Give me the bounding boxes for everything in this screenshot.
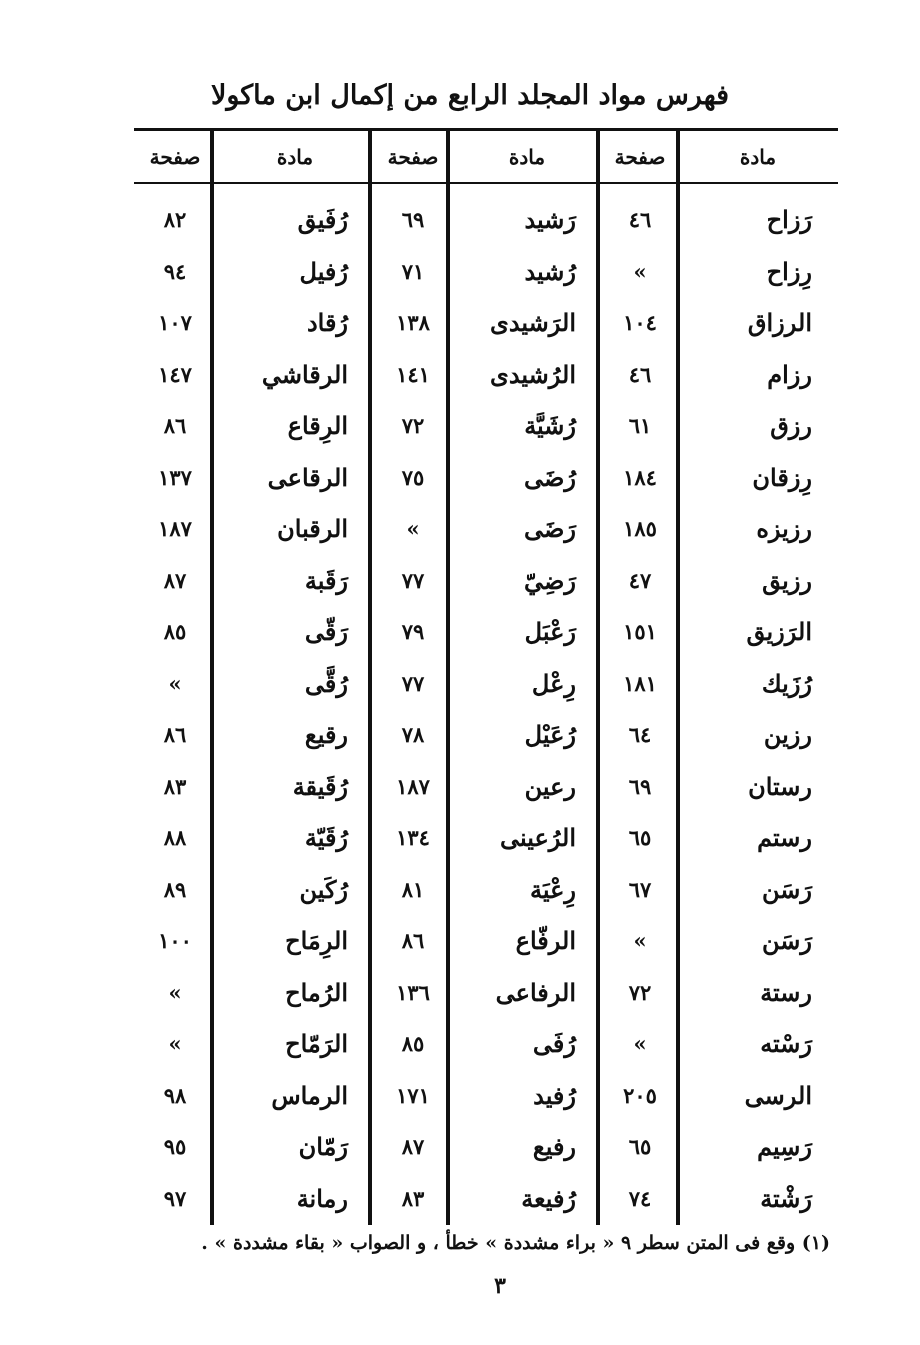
- page-col3: »: [168, 1031, 182, 1057]
- material-col2: الرُشيدى: [490, 359, 576, 389]
- page-col2: ١٨٧: [396, 773, 430, 799]
- material-col2: رُشَيَّة: [524, 411, 576, 441]
- material-col2: الرفّاع: [515, 926, 576, 956]
- header-material-col1: مادة: [739, 144, 777, 169]
- material-col2: رُفَى: [532, 1029, 576, 1059]
- material-col1: الرزاق: [747, 308, 812, 338]
- page-col1: ٤٦: [628, 361, 652, 387]
- table-row: [134, 967, 838, 1019]
- page-col3: ١٣٧: [158, 464, 192, 490]
- material-col2: رُفيعة: [521, 1183, 576, 1213]
- material-col1: الرَزيق: [746, 617, 812, 647]
- page-col1: ٦٥: [628, 1134, 652, 1160]
- material-col3: الرماس: [271, 1080, 348, 1110]
- table-body: [134, 194, 838, 1224]
- material-col3: رُقَيّة: [304, 823, 348, 853]
- page-col2: »: [406, 516, 420, 542]
- page-col3: ٨٦: [163, 413, 187, 439]
- page-col3: ٩٤: [163, 258, 187, 284]
- table-row: [134, 915, 838, 967]
- material-col2: رُضَى: [524, 462, 576, 492]
- material-col2: رِعْل: [531, 668, 576, 698]
- material-col1: رزام: [767, 359, 812, 389]
- material-col1: رَسْته: [760, 1029, 812, 1059]
- page-col1: ١٨١: [623, 670, 657, 696]
- table-row: [134, 1173, 838, 1225]
- page-col3: ١٠٧: [158, 310, 192, 336]
- material-col2: رَضِيّ: [524, 565, 576, 595]
- page-col3: ٨٥: [163, 619, 187, 645]
- material-col2: الرُعينى: [499, 823, 576, 853]
- table-row: [134, 1070, 838, 1122]
- page-col1: ١٠٤: [623, 310, 657, 336]
- material-col3: رمانة: [296, 1183, 348, 1213]
- footnote: (١) وقع فى المتن سطر ٩ « براء مشددة » خطأ ، و الصواب « بقاء مشددة » .: [201, 1232, 830, 1254]
- material-col3: الرقاشي: [261, 359, 348, 389]
- table-row: [134, 400, 838, 452]
- material-col1: رِزقان: [752, 462, 812, 492]
- page-col1: ٦٥: [628, 825, 652, 851]
- header-page-col3: صفحة: [149, 144, 201, 169]
- page-col3: ٩٨: [163, 1082, 187, 1108]
- material-col3: رَمّان: [298, 1132, 348, 1162]
- page-col1: ٧٤: [628, 1185, 652, 1211]
- page-col1: ٦١: [628, 413, 652, 439]
- page-col1: ٤٧: [628, 567, 652, 593]
- table-row: [134, 864, 838, 916]
- page-col2: ٨١: [401, 876, 425, 902]
- page-col2: ٧٩: [401, 619, 425, 645]
- table-row: [134, 761, 838, 813]
- page-col2: ٧٧: [401, 567, 425, 593]
- material-col3: رَقَبة: [304, 565, 348, 595]
- page-col1: ٢٠٥: [623, 1082, 657, 1108]
- material-col1: رستم: [757, 823, 812, 853]
- table-row: [134, 812, 838, 864]
- material-col1: رزين: [763, 720, 812, 750]
- header-page-col1: صفحة: [614, 144, 666, 169]
- table-row: [134, 349, 838, 401]
- material-col1: رَسَن: [762, 926, 812, 956]
- material-col3: الرقبان: [277, 514, 348, 544]
- material-col3: رُفيل: [299, 256, 348, 286]
- page-col3: ١٨٧: [158, 516, 192, 542]
- material-col1: رِزاح: [766, 256, 812, 286]
- page-col1: ٤٦: [628, 207, 652, 233]
- table-row: [134, 246, 838, 298]
- material-col1: رُزَيك: [761, 668, 812, 698]
- material-col1: رَسِيم: [757, 1132, 812, 1162]
- material-col2: رِعْيَة: [529, 874, 576, 904]
- material-col3: رَقّى: [304, 617, 348, 647]
- material-col3: الرَمّاح: [285, 1029, 348, 1059]
- index-table: [134, 128, 838, 1225]
- page-col2: ٧١: [401, 258, 425, 284]
- page-col2: ٨٣: [401, 1185, 425, 1211]
- table-row: [134, 555, 838, 607]
- page-col1: ٦٤: [628, 722, 652, 748]
- page-col3: ٨٨: [163, 825, 187, 851]
- page-col3: »: [168, 979, 182, 1005]
- header-material-col3: مادة: [276, 144, 314, 169]
- page-col3: ١٤٧: [158, 361, 192, 387]
- page-col3: ٨٧: [163, 567, 187, 593]
- material-col3: رُفَيق: [297, 205, 348, 235]
- material-col2: رَشيد: [524, 205, 576, 235]
- page-col2: ٨٥: [401, 1031, 425, 1057]
- page-col3: ١٠٠: [158, 928, 192, 954]
- page-col3: »: [168, 670, 182, 696]
- page-col3: ٨٩: [163, 876, 187, 902]
- page-col2: ٦٩: [401, 207, 425, 233]
- table-row: [134, 297, 838, 349]
- page-col2: ١٤١: [396, 361, 430, 387]
- table-row: [134, 452, 838, 504]
- table-row: [134, 658, 838, 710]
- page-col3: ٨٣: [163, 773, 187, 799]
- table-row: [134, 709, 838, 761]
- page-col1: ٦٩: [628, 773, 652, 799]
- table-header-rule: [134, 182, 838, 184]
- table-row: [134, 606, 838, 658]
- material-col2: رعين: [524, 771, 576, 801]
- material-col1: رزيق: [762, 565, 812, 595]
- page-col2: ٧٢: [401, 413, 425, 439]
- material-col1: رزيزه: [756, 514, 812, 544]
- material-col3: الرقاعى: [267, 462, 348, 492]
- page-col3: ٩٧: [163, 1185, 187, 1211]
- page-col3: ٨٦: [163, 722, 187, 748]
- page-col2: ١٧١: [396, 1082, 430, 1108]
- material-col3: رقيع: [304, 720, 348, 750]
- page-col3: ٨٢: [163, 207, 187, 233]
- material-col3: الرِمَاح: [285, 926, 348, 956]
- table-row: [134, 1018, 838, 1070]
- table-row: [134, 194, 838, 246]
- page-col1: ١٨٥: [623, 516, 657, 542]
- page-number: ٣: [494, 1273, 506, 1299]
- page-col3: ٩٥: [163, 1134, 187, 1160]
- material-col1: الرسى: [744, 1080, 812, 1110]
- table-row: [134, 503, 838, 555]
- material-col3: رُقَيقة: [292, 771, 348, 801]
- page-col1: »: [633, 258, 647, 284]
- page-title: فهرس مواد المجلد الرابع من إكمال ابن ماكولا: [210, 80, 730, 111]
- material-col2: الرفاعى: [495, 977, 576, 1007]
- page-col2: ١٣٨: [396, 310, 430, 336]
- material-col2: رُعَيْل: [524, 720, 576, 750]
- material-col1: رَشْتة: [760, 1183, 812, 1213]
- header-page-col2: صفحة: [387, 144, 439, 169]
- material-col1: رزق: [770, 411, 812, 441]
- table-row: [134, 1121, 838, 1173]
- page-col1: ٦٧: [628, 876, 652, 902]
- table-header-row: [134, 131, 838, 182]
- material-col2: رُفيد: [533, 1080, 576, 1110]
- material-col2: رَعْبَل: [524, 617, 576, 647]
- material-col1: رَسَن: [762, 874, 812, 904]
- page-col1: ١٨٤: [623, 464, 657, 490]
- header-material-col2: مادة: [508, 144, 546, 169]
- material-col3: رُقاد: [306, 308, 348, 338]
- page-col2: ٨٦: [401, 928, 425, 954]
- material-col2: رَضَى: [524, 514, 576, 544]
- page-col2: ٧٥: [401, 464, 425, 490]
- material-col1: رستان: [748, 771, 812, 801]
- page-col1: »: [633, 928, 647, 954]
- page-col2: ١٣٤: [396, 825, 430, 851]
- page-col1: »: [633, 1031, 647, 1057]
- material-col3: رُكَين: [299, 874, 348, 904]
- material-col2: رفيع: [532, 1132, 576, 1162]
- material-col1: رستة: [760, 977, 812, 1007]
- page-col2: ١٣٦: [396, 979, 430, 1005]
- material-col2: الرَشيدى: [490, 308, 576, 338]
- material-col3: الرُماح: [285, 977, 348, 1007]
- page-col2: ٧٨: [401, 722, 425, 748]
- page-col2: ٧٧: [401, 670, 425, 696]
- material-col3: رُقَّى: [304, 668, 348, 698]
- material-col3: الرِقاع: [287, 411, 348, 441]
- material-col1: رَزاح: [766, 205, 812, 235]
- page-col1: ١٥١: [623, 619, 657, 645]
- page-col1: ٧٢: [628, 979, 652, 1005]
- page-col2: ٨٧: [401, 1134, 425, 1160]
- material-col2: رُشيد: [524, 256, 576, 286]
